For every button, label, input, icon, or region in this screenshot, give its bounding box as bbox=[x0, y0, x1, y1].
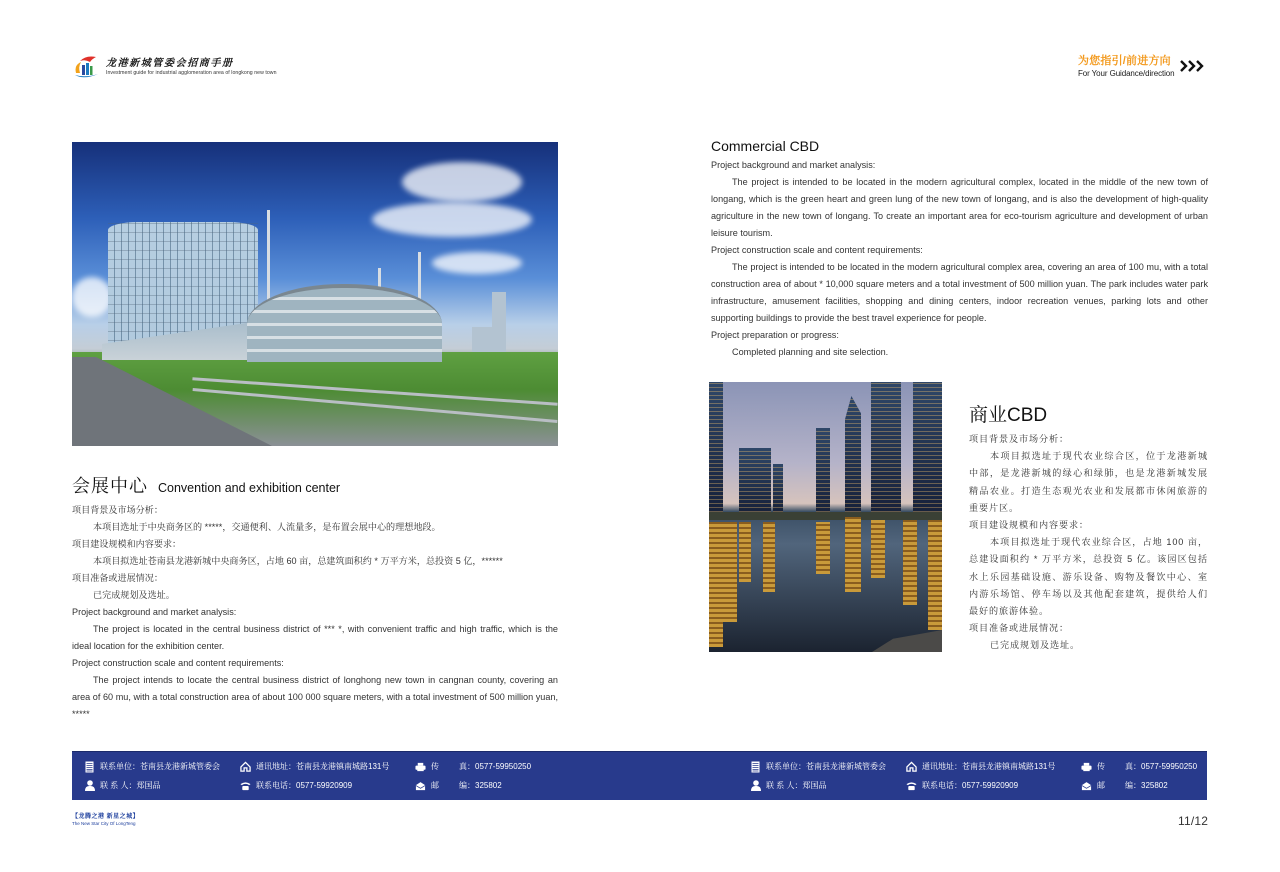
paragraph-label: Project background and market analysis: bbox=[711, 160, 876, 170]
brand-title: 龙港新城管委会招商手册 bbox=[106, 57, 234, 69]
guidance-cn: 为您指引/前进方向 bbox=[1078, 55, 1171, 67]
contact-unit: 联系单位： 苍南县龙港新城管委会 bbox=[84, 761, 220, 772]
paragraph-label: Project construction scale and content requirements: bbox=[711, 245, 923, 255]
document-icon bbox=[84, 761, 95, 772]
contact-address: 通讯地址： 苍南县龙港镇南城路131号 bbox=[240, 761, 389, 772]
commercial-cbd-title-cn: 商业CBD bbox=[969, 405, 1048, 426]
paragraph-label: 项目准备或进展情况： bbox=[72, 573, 163, 583]
telephone-icon bbox=[240, 780, 251, 791]
paragraph: The project is located in the central business district of *** *, with convenient traffic and high traffic, which is the ideal location for the exhibition center. bbox=[72, 624, 558, 651]
contact-unit: 联系单位： 苍南县龙港新城管委会 bbox=[750, 761, 886, 772]
contact-bar-left bbox=[72, 751, 558, 800]
paragraph: Completed planning and site selection. bbox=[732, 347, 889, 357]
paragraph: 已完成规划及选址。 bbox=[93, 590, 175, 600]
page-number: 11/12 bbox=[1178, 814, 1209, 828]
commercial-cbd-body-en bbox=[711, 157, 1208, 361]
contact-bar-right bbox=[740, 751, 1207, 800]
paragraph-label: Project preparation or progress: bbox=[711, 330, 839, 340]
dragon-logo-icon bbox=[72, 53, 102, 81]
convention-center-heading bbox=[72, 472, 340, 498]
contact-person: 联 系 人： 郑国品 bbox=[750, 780, 826, 791]
commercial-cbd-body-cn bbox=[969, 431, 1208, 655]
contact-bar-gutter bbox=[558, 751, 740, 800]
person-icon bbox=[750, 780, 761, 791]
telephone-icon bbox=[906, 780, 917, 791]
paragraph-label: 项目建设规模和内容要求： bbox=[72, 539, 182, 549]
paragraph: 本项目拟选址于现代农业综合区，位于龙港新城中部，是龙港新城的绿心和绿肺，也是龙港新城发展精品农业。打造生态观光农业和发展都市休闲旅游的重要片区。 bbox=[969, 451, 1208, 513]
printer-fax-icon bbox=[415, 761, 426, 772]
paragraph: The project intends to locate the central business district of longhong new town in cangnan county, covering an area of 60 mu, with a total construction area of about 100 000 square meters, with a total investment of 500 million yuan, ***** bbox=[72, 675, 558, 719]
document-icon bbox=[750, 761, 761, 772]
contact-address: 通讯地址： 苍南县龙港镇南城路131号 bbox=[906, 761, 1055, 772]
paragraph: 本项目拟选址苍南县龙港新城中央商务区，占地 60 亩，总建筑面积约 * 万平方米，总投资 5 亿，****** bbox=[93, 556, 503, 566]
convention-title-cn: 会展中心 bbox=[72, 476, 148, 496]
mail-envelope-icon bbox=[415, 780, 426, 791]
guidance-header bbox=[1078, 54, 1206, 79]
home-icon bbox=[240, 761, 251, 772]
contact-fax: 传 真： 0577-59950250 bbox=[1081, 761, 1197, 772]
contact-phone: 联系电话： 0577-59920909 bbox=[240, 780, 352, 791]
mail-envelope-icon bbox=[1081, 780, 1092, 791]
guidance-en: For Your Guidance/direction bbox=[1078, 69, 1175, 78]
contact-phone: 联系电话： 0577-59920909 bbox=[906, 780, 1018, 791]
contact-person: 联 系 人： 郑国品 bbox=[84, 780, 160, 791]
convention-center-image bbox=[72, 142, 558, 446]
paragraph-label: 项目准备或进展情况： bbox=[969, 623, 1069, 634]
paragraph-label: Project construction scale and content requirements: bbox=[72, 658, 284, 668]
commercial-cbd-image bbox=[709, 382, 942, 652]
paragraph-label: 项目背景及市场分析： bbox=[72, 505, 163, 515]
contact-postcode: 邮 编： 325802 bbox=[415, 780, 502, 791]
paragraph: 本项目选址于中央商务区的 *****，交通便利、人流量多，是布置会展中心的理想地段。 bbox=[93, 522, 441, 532]
contact-fax: 传 真： 0577-59950250 bbox=[415, 761, 531, 772]
commercial-cbd-title-en: Commercial CBD bbox=[711, 138, 820, 154]
convention-center-body bbox=[72, 502, 558, 723]
brand-header bbox=[72, 53, 277, 81]
brand-subtitle: Investment guide for industrial agglomeration area of longkong new town bbox=[106, 69, 277, 76]
slogan-cn: 【龙腾之港 新星之城】 bbox=[72, 814, 140, 820]
printer-fax-icon bbox=[1081, 761, 1092, 772]
paragraph-label: Project background and market analysis: bbox=[72, 607, 237, 617]
footer-slogan bbox=[72, 813, 139, 827]
slogan-en: The New Star City Of LongTeng bbox=[72, 821, 136, 826]
paragraph-label: 项目建设规模和内容要求： bbox=[969, 520, 1089, 531]
triple-chevron-right-icon bbox=[1180, 59, 1206, 76]
home-icon bbox=[906, 761, 917, 772]
paragraph-label: 项目背景及市场分析： bbox=[969, 434, 1069, 444]
person-icon bbox=[84, 780, 95, 791]
contact-postcode: 邮 编： 325802 bbox=[1081, 780, 1168, 791]
paragraph: 已完成规划及选址。 bbox=[990, 640, 1080, 651]
paragraph: The project is intended to be located in the modern agricultural complex, located in the middle of the new town of longang, which is the green heart and green lung of the new town of longang, and is also the development of high-quality agriculture in the new town of longang. To create an important area for eco-tourism agriculture and development of urban leisure tourism. bbox=[711, 177, 1208, 238]
convention-title-en: Convention and exhibition center bbox=[158, 481, 341, 495]
paragraph: 本项目拟选址于现代农业综合区，占地 100 亩，总建设面积约 * 万平方米，总投资 5 亿。该园区包括水上乐园基础设施、游乐设备、购物及餐饮中心、室内游乐场馆、停车场以及其他配套建筑，提供给人们最好的旅游体验。 bbox=[969, 537, 1208, 617]
paragraph: The project is intended to be located in the modern agricultural complex area, covering an area of 100 mu, with a total construction area of about * 10,000 square meters and a total investment of 500 million yuan. The park includes water park infrastructure, amusement facilities, shopping and dining centers, indoor recreation venues, parking lots and other supporting buildings to provide the best travel experience for people. bbox=[711, 262, 1208, 323]
